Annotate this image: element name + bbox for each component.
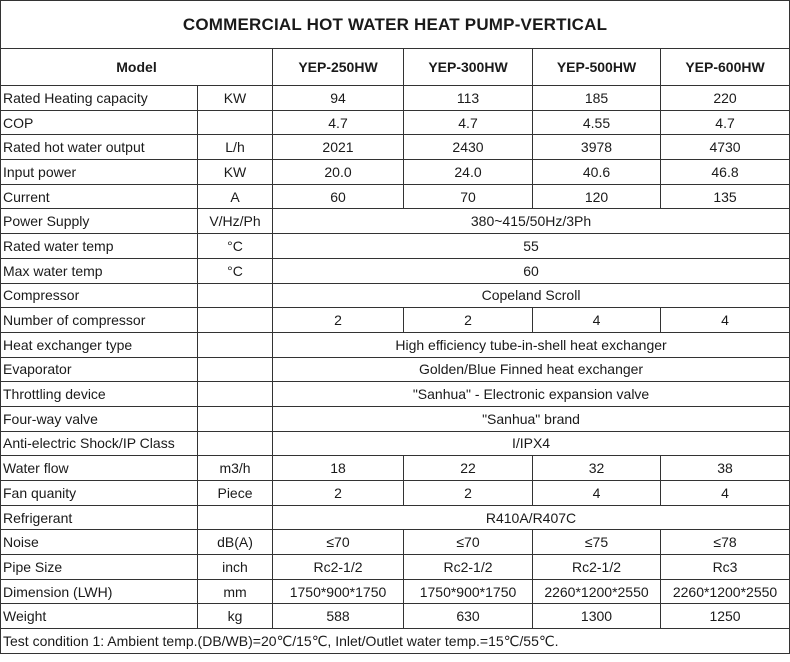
spec-unit: inch [198,555,273,580]
spec-row [1,86,790,111]
spec-value: 32 [533,456,661,481]
spec-row [1,308,790,333]
spec-unit: m3/h [198,456,273,481]
spec-value: 120 [533,184,661,209]
spec-label: Max water temp [1,258,198,283]
spec-value: 2021 [273,135,404,160]
spec-value: 18 [273,456,404,481]
spec-unit [198,283,273,308]
spec-unit: mm [198,579,273,604]
spec-value: 4730 [661,135,790,160]
spec-value: 2 [404,308,533,333]
spec-row [1,135,790,160]
spec-row [1,431,790,456]
spec-value: 2260*1200*2550 [661,579,790,604]
spec-label: Input power [1,160,198,185]
spec-value: 60 [273,184,404,209]
spec-unit: L/h [198,135,273,160]
spec-value: ≤70 [273,530,404,555]
spec-label: Compressor [1,283,198,308]
spec-label: Noise [1,530,198,555]
spec-unit [198,357,273,382]
model-column-header: YEP-300HW [404,49,533,86]
spec-value: 4 [661,308,790,333]
spec-value: Rc2-1/2 [273,555,404,580]
spec-unit [198,505,273,530]
spec-shared-value: Copeland Scroll [273,283,790,308]
spec-unit: dB(A) [198,530,273,555]
spec-value: 4.55 [533,110,661,135]
spec-row [1,579,790,604]
spec-row [1,160,790,185]
spec-unit [198,431,273,456]
spec-shared-value: "Sanhua" brand [273,406,790,431]
spec-value: 3978 [533,135,661,160]
spec-row [1,382,790,407]
spec-shared-value: 55 [273,234,790,259]
spec-value: 630 [404,604,533,629]
spec-value: Rc3 [661,555,790,580]
spec-unit: °C [198,234,273,259]
spec-value: 4 [533,481,661,506]
spec-value: 1300 [533,604,661,629]
spec-shared-value: High efficiency tube-in-shell heat exchanger [273,332,790,357]
spec-value: Rc2-1/2 [404,555,533,580]
spec-shared-value: 380~415/50Hz/3Ph [273,209,790,234]
model-column-header: YEP-250HW [273,49,404,86]
spec-row [1,258,790,283]
title-row [1,1,790,49]
spec-unit: kg [198,604,273,629]
spec-unit [198,332,273,357]
spec-label: Rated water temp [1,234,198,259]
spec-value: 46.8 [661,160,790,185]
spec-label: Power Supply [1,209,198,234]
model-header: Model [1,49,273,86]
spec-label: Evaporator [1,357,198,382]
spec-label: Water flow [1,456,198,481]
spec-row [1,283,790,308]
spec-row [1,406,790,431]
footer-row [1,629,790,654]
spec-unit: V/Hz/Ph [198,209,273,234]
spec-value: 185 [533,86,661,111]
spec-value: 1250 [661,604,790,629]
spec-value: 2 [273,481,404,506]
spec-unit: °C [198,258,273,283]
spec-value: 4 [661,481,790,506]
spec-unit [198,406,273,431]
spec-value: 2260*1200*2550 [533,579,661,604]
spec-row [1,530,790,555]
spec-label: Rated Heating capacity [1,86,198,111]
spec-row [1,209,790,234]
model-column-header: YEP-500HW [533,49,661,86]
spec-row [1,110,790,135]
spec-value: 20.0 [273,160,404,185]
spec-value: 113 [404,86,533,111]
spec-row [1,456,790,481]
spec-value: 4.7 [404,110,533,135]
spec-label: COP [1,110,198,135]
table-title: COMMERCIAL HOT WATER HEAT PUMP-VERTICAL [1,1,790,49]
spec-label: Fan quanity [1,481,198,506]
spec-shared-value: 60 [273,258,790,283]
spec-row [1,357,790,382]
spec-unit: KW [198,160,273,185]
spec-value: 2 [273,308,404,333]
spec-row [1,184,790,209]
spec-unit [198,308,273,333]
test-condition-note: Test condition 1: Ambient temp.(DB/WB)=20℃/15℃, Inlet/Outlet water temp.=15℃/55℃. [1,629,790,654]
spec-value: 4 [533,308,661,333]
spec-row [1,332,790,357]
spec-row [1,234,790,259]
spec-label: Dimension (LWH) [1,579,198,604]
spec-label: Heat exchanger type [1,332,198,357]
spec-row [1,481,790,506]
spec-label: Current [1,184,198,209]
spec-label: Four-way valve [1,406,198,431]
spec-value: 94 [273,86,404,111]
spec-unit [198,382,273,407]
spec-value: 588 [273,604,404,629]
spec-label: Weight [1,604,198,629]
spec-value: 24.0 [404,160,533,185]
spec-shared-value: Golden/Blue Finned heat exchanger [273,357,790,382]
spec-value: 1750*900*1750 [273,579,404,604]
spec-row [1,604,790,629]
spec-value: ≤75 [533,530,661,555]
spec-shared-value: R410A/R407C [273,505,790,530]
header-row [1,49,790,86]
spec-value: 38 [661,456,790,481]
spec-value: 2 [404,481,533,506]
spec-label: Number of compressor [1,308,198,333]
spec-shared-value: "Sanhua" - Electronic expansion valve [273,382,790,407]
spec-value: 135 [661,184,790,209]
spec-label: Anti-electric Shock/IP Class [1,431,198,456]
spec-value: 22 [404,456,533,481]
spec-value: 70 [404,184,533,209]
spec-value: ≤70 [404,530,533,555]
spec-unit [198,110,273,135]
spec-value: 2430 [404,135,533,160]
spec-row [1,505,790,530]
spec-value: 4.7 [661,110,790,135]
spec-unit: KW [198,86,273,111]
spec-value: 40.6 [533,160,661,185]
spec-value: ≤78 [661,530,790,555]
spec-label: Rated hot water output [1,135,198,160]
spec-value: Rc2-1/2 [533,555,661,580]
spec-label: Refrigerant [1,505,198,530]
spec-label: Pipe Size [1,555,198,580]
spec-unit: A [198,184,273,209]
spec-value: 4.7 [273,110,404,135]
spec-label: Throttling device [1,382,198,407]
spec-shared-value: I/IPX4 [273,431,790,456]
spec-value: 1750*900*1750 [404,579,533,604]
spec-unit: Piece [198,481,273,506]
spec-row [1,555,790,580]
model-column-header: YEP-600HW [661,49,790,86]
spec-value: 220 [661,86,790,111]
